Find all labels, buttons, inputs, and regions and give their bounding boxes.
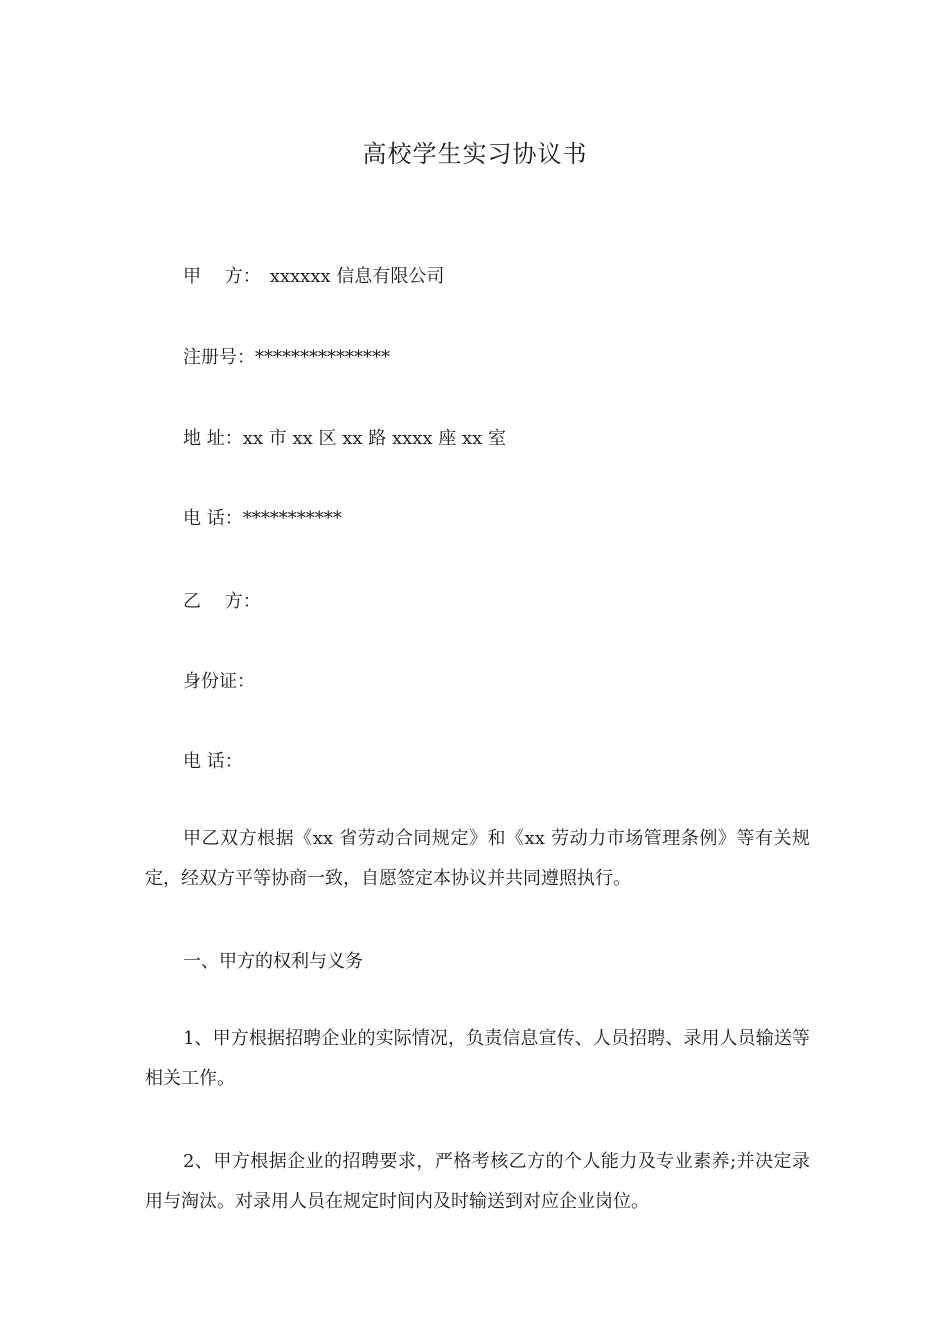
party-b-line: 乙 方：: [183, 591, 261, 612]
party-a-line: 甲 方： xxxxxx 信息有限公司: [183, 266, 445, 287]
address-line: 地 址：xx 市 xx 区 xx 路 xxxx 座 xx 室: [183, 428, 507, 449]
party-b-phone-line: 电 话：: [183, 751, 243, 772]
party-a-phone-line: 电 话：***********: [183, 508, 342, 529]
id-card-line: 身份证：: [183, 671, 255, 692]
section-1-heading: 一、甲方的权利与义务: [183, 951, 363, 972]
registration-number-line: 注册号：***************: [183, 347, 390, 368]
section-1-item-2: 2、甲方根据企业的招聘要求，严格考核乙方的个人能力及专业素养;并决定录用与淘汰。对录用人员在规定时间内及时输送到对应企业岗位。: [145, 1151, 810, 1212]
section-1-item-1: 1、甲方根据招聘企业的实际情况，负责信息宣传、人员招聘、录用人员输送等相关工作。: [145, 1028, 810, 1089]
intro-paragraph: 甲乙双方根据《xx 省劳动合同规定》和《xx 劳动力市场管理条例》等有关规定，经双方平等协商一致，自愿签定本协议并共同遵照执行。: [145, 828, 810, 889]
document-title: 高校学生实习协议书: [362, 140, 588, 168]
